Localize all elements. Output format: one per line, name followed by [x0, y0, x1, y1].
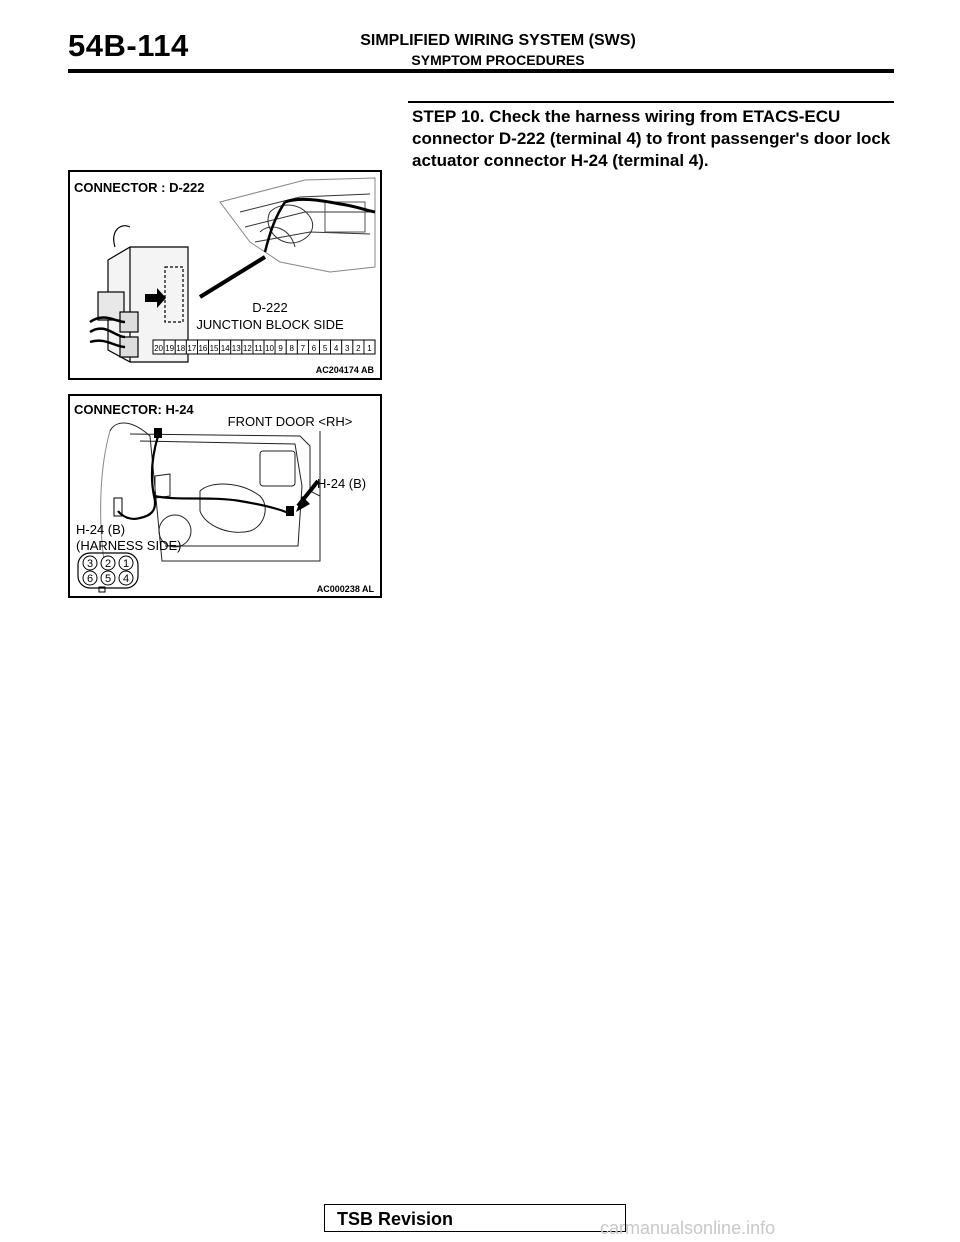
pin-number: 4: [122, 573, 130, 585]
terminal-number: 16: [198, 344, 208, 353]
terminal-number: 7: [300, 344, 306, 353]
sub-title: SYMPTOM PROCEDURES: [411, 52, 585, 68]
terminal-number: 5: [322, 344, 328, 353]
tsb-revision-box: TSB Revision: [324, 1204, 626, 1232]
terminal-number: 2: [356, 344, 361, 353]
terminal-number: 9: [278, 344, 283, 353]
fig2-code: AC000238 AL: [316, 584, 374, 594]
terminal-number: 18: [176, 344, 186, 353]
pin-number: 2: [104, 558, 112, 570]
terminal-number: 15: [209, 344, 219, 353]
terminal-number: 1: [367, 344, 372, 353]
fig2-title: CONNECTOR: H-24: [74, 402, 194, 417]
terminal-number: 19: [165, 344, 175, 353]
terminal-number: 12: [242, 344, 252, 353]
figure-connector-h24: [68, 394, 382, 598]
fig1-code: AC204174 AB: [315, 365, 374, 375]
step-rule: [408, 101, 894, 103]
terminal-number: 10: [265, 344, 275, 353]
pin-number: 3: [86, 558, 94, 570]
wiring-harness: [285, 199, 375, 212]
terminal-number: 3: [345, 344, 350, 353]
h24-label: H-24 (B): [76, 522, 126, 537]
leader-line: [200, 257, 265, 297]
h24-pin-face: [78, 553, 138, 592]
pin-number: 1: [122, 558, 130, 570]
page-number: 54B-114: [68, 28, 189, 63]
h24-harness-side: (HARNESS SIDE): [76, 538, 182, 553]
terminal-number: 4: [333, 344, 339, 353]
terminal-strip: [153, 340, 375, 354]
h24-callout: H-24 (B): [317, 476, 367, 491]
harness-clip: [154, 428, 162, 438]
d222-illustration: [70, 172, 380, 378]
terminal-number: 11: [254, 344, 263, 353]
door-harness-branch: [154, 496, 290, 514]
actuator-connector: [286, 506, 294, 516]
pin-number: 6: [86, 573, 94, 585]
connector-label: D-222: [252, 300, 288, 315]
door-label: FRONT DOOR <RH>: [227, 414, 353, 429]
terminal-number: 8: [289, 344, 294, 353]
section-title: SIMPLIFIED WIRING SYSTEM (SWS): [360, 32, 636, 49]
terminal-number: 17: [187, 344, 197, 353]
fig1-title: CONNECTOR : D-222: [74, 180, 205, 195]
terminal-number: 13: [231, 344, 241, 353]
terminal-number: 6: [311, 344, 317, 353]
figure-connector-d222: [68, 170, 382, 380]
dashboard-sketch: [220, 178, 375, 272]
terminal-number: 14: [220, 344, 230, 353]
terminal-number: 20: [154, 344, 164, 353]
header-rule: [68, 69, 894, 73]
junction-side-label: JUNCTION BLOCK SIDE: [196, 317, 344, 332]
watermark: carmanualsonline.info: [600, 1218, 776, 1238]
step-instruction: STEP 10. Check the harness wiring from ETACS-ECU connector D-222 (terminal 4) to front passenger's door lock actuator connector H-24 (terminal 4).: [412, 107, 891, 170]
door-harness: [118, 436, 158, 519]
h24-illustration: [70, 396, 380, 596]
pin-number: 5: [104, 573, 112, 585]
